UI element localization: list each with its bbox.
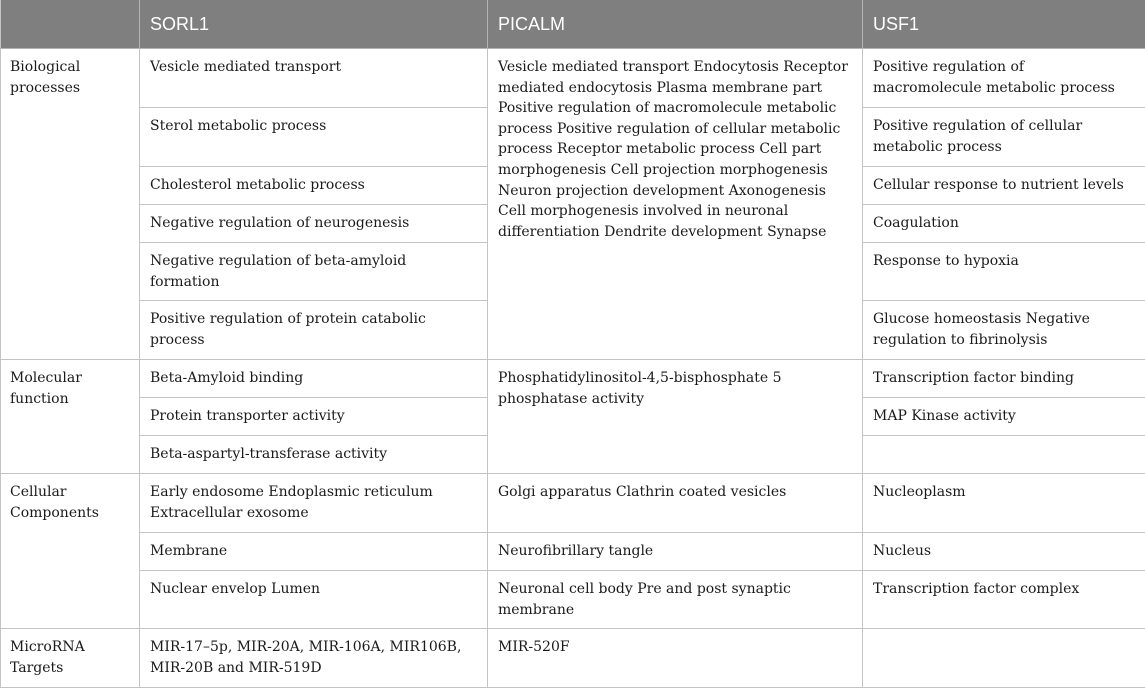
usf1-cell: Response to hypoxia <box>863 243 1145 301</box>
usf1-cell: Positive regulation of cellular metabolic process <box>863 108 1145 167</box>
picalm-cell: Golgi apparatus Clathrin coated vesicles <box>488 474 863 533</box>
usf1-cell: MAP Kinase activity <box>863 398 1145 436</box>
sorl1-cell: Negative regulation of beta-amyloid formation <box>140 243 488 301</box>
usf1-cell: Coagulation <box>863 205 1145 243</box>
usf1-cell: Glucose homeostasis Negative regulation to fibrinolysis <box>863 301 1145 360</box>
picalm-cell: Neuronal cell body Pre and post synaptic membrane <box>488 571 863 629</box>
header-picalm: PICALM <box>488 0 863 49</box>
usf1-cell: Nucleus <box>863 533 1145 571</box>
sorl1-cell: Sterol metabolic process <box>140 108 488 167</box>
table-row <box>1 360 1145 398</box>
table-row <box>1 49 1145 108</box>
sorl1-cell: Early endosome Endoplasmic reticulum Extracellular exosome <box>140 474 488 533</box>
picalm-cell: Vesicle mediated transport Endocytosis Receptor mediated endocytosis Plasma membrane part Positive regulation of macromolecule metabolic process Positive regulation of cellular metabolic process Receptor metabolic process Cell part morphogenesis Cell projection morphogenesis Neuron projection development Axonogenesis Cell morphogenesis involved in neuronal differentiation Dendrite development Synapse <box>488 49 863 360</box>
header-sorl1: SORL1 <box>140 0 488 49</box>
category-cellular-components: Cellular Components <box>1 474 140 629</box>
sorl1-cell: Cholesterol metabolic process <box>140 167 488 205</box>
usf1-cell: Transcription factor binding <box>863 360 1145 398</box>
sorl1-cell: Nuclear envelop Lumen <box>140 571 488 629</box>
picalm-cell: MIR-520F <box>488 629 863 688</box>
header-usf1: USF1 <box>863 0 1145 49</box>
table-row <box>1 533 1145 571</box>
usf1-cell <box>863 629 1145 688</box>
usf1-cell <box>863 436 1145 474</box>
usf1-cell: Positive regulation of macromolecule metabolic process <box>863 49 1145 108</box>
usf1-cell: Transcription factor complex <box>863 571 1145 629</box>
sorl1-cell: Beta-Amyloid binding <box>140 360 488 398</box>
table-row <box>1 474 1145 533</box>
sorl1-cell: Negative regulation of neurogenesis <box>140 205 488 243</box>
picalm-cell: Neurofibrillary tangle <box>488 533 863 571</box>
usf1-cell: Nucleoplasm <box>863 474 1145 533</box>
sorl1-cell: Vesicle mediated transport <box>140 49 488 108</box>
category-biological-processes: Biological processes <box>1 49 140 360</box>
table-row <box>1 629 1145 688</box>
sorl1-cell: Membrane <box>140 533 488 571</box>
category-molecular-function: Molecular function <box>1 360 140 474</box>
header-empty <box>1 0 140 49</box>
header-row <box>1 0 1145 49</box>
sorl1-cell: Positive regulation of protein catabolic process <box>140 301 488 360</box>
category-microrna-targets: MicroRNA Targets <box>1 629 140 688</box>
usf1-cell: Cellular response to nutrient levels <box>863 167 1145 205</box>
sorl1-cell: Protein transporter activity <box>140 398 488 436</box>
sorl1-cell: MIR-17–5p, MIR-20A, MIR-106A, MIR106B, MIR-20B and MIR-519D <box>140 629 488 688</box>
sorl1-cell: Beta-aspartyl-transferase activity <box>140 436 488 474</box>
table-row <box>1 571 1145 629</box>
picalm-cell: Phosphatidylinositol-4,5-bisphosphate 5 phosphatase activity <box>488 360 863 474</box>
